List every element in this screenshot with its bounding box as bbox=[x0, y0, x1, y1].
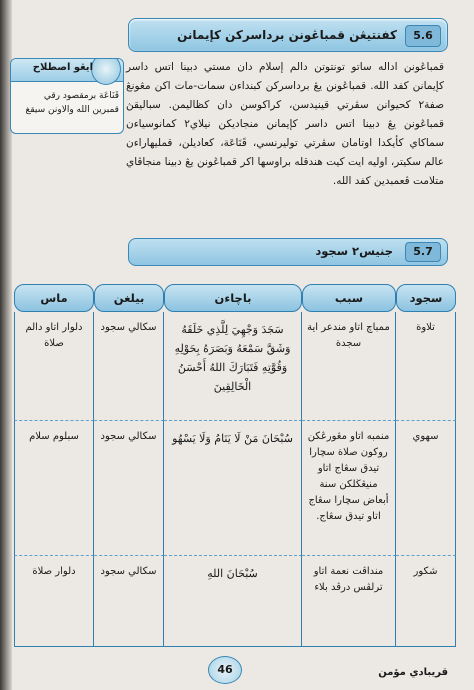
cause-cell: منمبه اتاو مڠورڠكن روكون صلاة سچارا تيدق سڠاج اتاو منيڠڬلكن سنة أبعاض سچارا سڠاج اتاو تيدق سڠاج. bbox=[302, 421, 396, 556]
table-row bbox=[14, 421, 456, 556]
section-header-5-6 bbox=[128, 18, 448, 52]
time-cell: دلوار اتاو دالم صلاة bbox=[14, 312, 94, 421]
book-title: قريبادي مؤمن bbox=[378, 667, 448, 678]
reading-cell: سَجَدَ وَجْهِيَ لِلَّذِي خَلَقَهُ وَشَقَّ سَمْعَهُ وَبَصَرَهُ بِحَوْلِهِ وَقُوَّتِهِ فَتَبَارَكَ اللهُ أَحْسَنُ الْخَالِقِينَ bbox=[164, 312, 302, 421]
section-number: 5.6 bbox=[405, 25, 441, 47]
time-cell: دلوار صلاة bbox=[14, 556, 94, 647]
time-cell: سبلوم سلام bbox=[14, 421, 94, 556]
section-title: جنيس٢ سجود bbox=[315, 244, 393, 258]
sujud-type-cell: تلاوة bbox=[396, 312, 456, 421]
column-header: ماس bbox=[14, 284, 94, 312]
sidebar-title: ايڠو اصطلاح bbox=[32, 62, 93, 73]
column-header: سبب bbox=[302, 284, 396, 312]
sidebar-text: قَنَاعَة برمقصود رقي قمبرين الله والاونن سيقغ bbox=[25, 91, 119, 115]
body-paragraph: قمباڠونن اداله ساتو تونتوتن دالم إسلام دان مستي دبينا اتس داسر كإيمانن كفد الله. قمباڠونن يڠ برداسركن كبنداءن سمات-مات اكن مڠونڠ صفة٢ كحيوانن سڤرتي قينيدسن، كراكوسن دان كظاليمن. سباليقڽ قمباڠونن يڠ دبينا اتس داسر كإيمانن منجاديكن نيلاي٢ كمانوسياءن سماكاي كأيكدا اوتامان سڤرتي توليرنسي، قَنَاعَة، كعاديلن، قمليهاراءن عالم سكيتر، اوليه ايت كيت هندقله براوسها اكر قمباڠونن يڠ دبينا منجاڤاي متلامت ڤعمبدين كفد الله. bbox=[126, 61, 444, 187]
cause-cell: ممباچ اتاو مندعر اية سجدة bbox=[302, 312, 396, 421]
count-cell: سكالي سجود bbox=[94, 312, 164, 421]
section-number: 5.7 bbox=[405, 242, 441, 262]
page-number: 46 bbox=[217, 663, 233, 676]
reading-cell: سُبْحَانَ مَنْ لَا يَنَامُ وَلَا يَسْهُو bbox=[164, 421, 302, 556]
count-cell: سكالي سجود bbox=[94, 421, 164, 556]
sujud-types-table bbox=[14, 284, 456, 647]
term-sidebar bbox=[10, 58, 124, 134]
sidebar-header bbox=[11, 59, 123, 82]
column-header: بيلغن bbox=[94, 284, 164, 312]
reading-cell: سُبْحَانَ اللهِ bbox=[164, 556, 302, 647]
count-cell: سكالي سجود bbox=[94, 556, 164, 647]
emblem-icon bbox=[91, 58, 121, 85]
column-header: باچاءن bbox=[164, 284, 302, 312]
sujud-type-cell: سهوي bbox=[396, 421, 456, 556]
table-row bbox=[14, 312, 456, 421]
column-header: سجود bbox=[396, 284, 456, 312]
sujud-type-cell: شكور bbox=[396, 556, 456, 647]
section-header-5-7 bbox=[128, 238, 448, 266]
cause-cell: منداڤت نعمة اتاو ترلڤس درڤد بلاء bbox=[302, 556, 396, 647]
page-number-badge bbox=[208, 656, 242, 684]
section-title: كفنتيڠن قمباڠونن برداسركن كإيمانن bbox=[177, 28, 397, 42]
table-row bbox=[14, 556, 456, 647]
